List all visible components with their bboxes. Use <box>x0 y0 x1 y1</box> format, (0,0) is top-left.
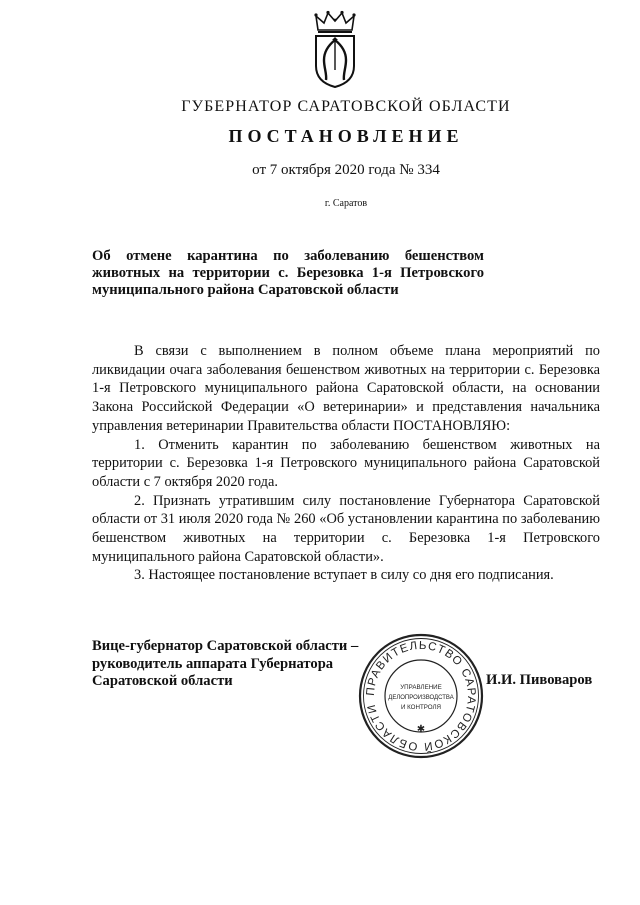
signer-position-line-3: Саратовской области <box>92 673 233 689</box>
document-body <box>92 342 600 585</box>
signer-position-line-1: Вице-губернатор Саратовской области – <box>92 638 359 654</box>
coat-of-arms-emblem <box>310 10 360 88</box>
body-item-2: 2. Признать утратившим силу постановление Губернатора Саратовской области от 31 июля 2020 года № 260 «Об установлении карантина по заболеванию бешенством животных на территории с. Березовка 1-я Петровского муниципального района Саратовской области». <box>92 492 600 565</box>
signer-position <box>92 638 392 691</box>
document-date-number: от 7 октября 2020 года № 334 <box>252 162 440 178</box>
document-type: ПОСТАНОВЛЕНИЕ <box>228 126 464 146</box>
document-subject: Об отмене карантина по заболеванию бешенством животных на территории с. Березовка 1-я Петровского муниципального района Саратовской области <box>92 248 484 298</box>
body-intro-paragraph: В связи с выполнением в полном объеме плана мероприятий по ликвидации очага заболевания бешенством животных на территории с. Березовка 1-я Петровского муниципального района Саратовской области, на основании Закона Российской Федерации «О ветеринарии» и представления начальника управления ветеринарии Правительства области ПОСТАНОВЛЯЮ: <box>92 343 600 434</box>
signer-position-line-2: руководитель аппарата Губернатора <box>92 655 334 672</box>
official-stamp <box>357 632 485 760</box>
stamp-star-icon: ✱ <box>416 724 426 735</box>
body-item-1: 1. Отменить карантин по заболеванию бешенством животных на территории с. Березовка 1-я Петровского муниципального района Саратовской области с 7 октября 2020 года. <box>92 436 600 490</box>
signer-name: И.И. Пивоваров <box>486 672 593 688</box>
stamp-ring-text: ПРАВИТЕЛЬСТВО САРАТОВСКОЙ ОБЛАСТИ <box>364 639 478 753</box>
body-item-3: 3. Настоящее постановление вступает в силу со дня его подписания. <box>134 567 554 584</box>
issuing-authority: ГУБЕРНАТОР САРАТОВСКОЙ ОБЛАСТИ <box>181 98 511 115</box>
stamp-line-1: УПРАВЛЕНИЕ <box>400 684 442 691</box>
document-city: г. Саратов <box>324 198 368 209</box>
stamp-line-3: И КОНТРОЛЯ <box>400 704 442 711</box>
stamp-line-2: ДЕЛОПРОИЗВОДСТВА <box>388 695 454 701</box>
